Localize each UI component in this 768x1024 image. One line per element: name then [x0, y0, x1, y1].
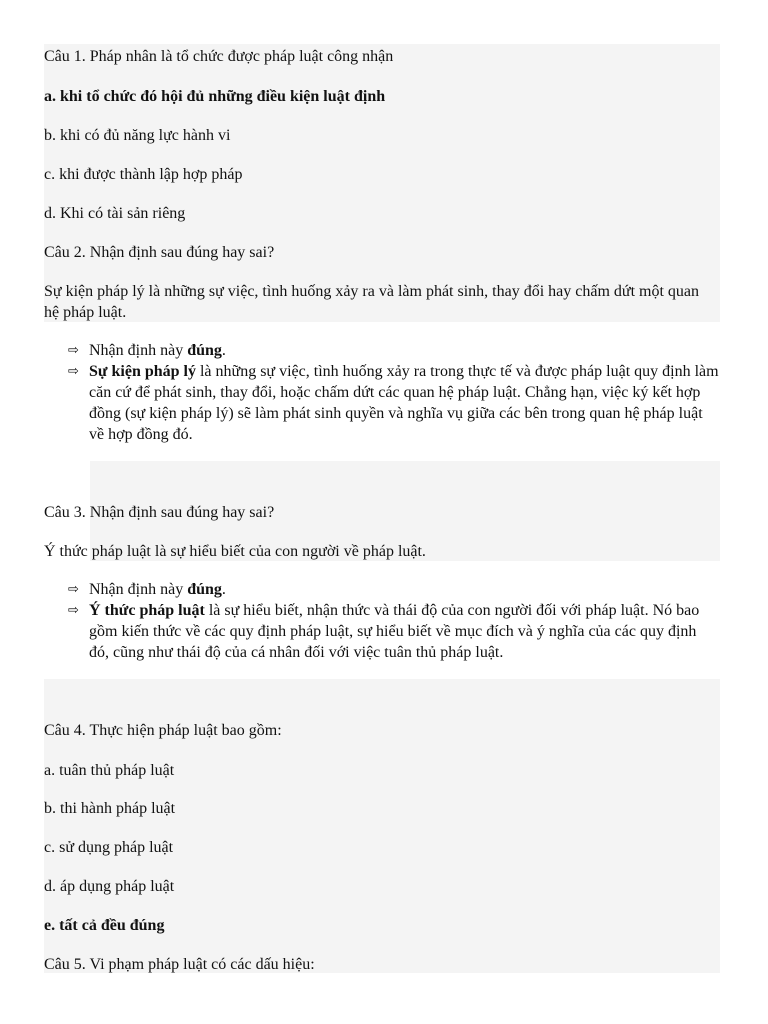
q4-option-d: d. áp dụng pháp luật: [44, 878, 175, 895]
q3-explanation: [68, 600, 720, 663]
arrow-outline-icon: ⇨: [68, 364, 79, 379]
q2-verdict: [68, 340, 720, 361]
q2-question: Câu 2. Nhận định sau đúng hay sai?: [44, 244, 275, 261]
q4-option-c: c. sử dụng pháp luật: [44, 839, 174, 856]
q4-option-e-correct: e. tất cả đều đúng: [44, 917, 165, 934]
q4-question: Câu 4. Thực hiện pháp luật bao gồm:: [44, 722, 282, 739]
q2-explanation-term: Sự kiện pháp lý: [89, 363, 196, 380]
q1-option-d: d. Khi có tài sản riêng: [44, 205, 186, 222]
q3-verdict-suffix: .: [221, 581, 226, 598]
q3-verdict-value: đúng: [187, 581, 222, 598]
q2-explanation-text: là những sự việc, tình huống xảy ra trong thực tế và được pháp luật quy định làm căn cứ để phát sinh, thay đổi, hoặc chấm dứt các quan hệ pháp luật. Chẳng hạn, việc ký kết hợp đồng (sự kiện pháp lý) sẽ làm phát sinh quyền và nghĩa vụ giữa các bên trong quan hệ pháp luật về hợp đồng đó.: [89, 363, 719, 443]
q3-answer-list: [68, 579, 720, 663]
q2-verdict-value: đúng: [187, 342, 222, 359]
q2-verdict-suffix: .: [221, 342, 226, 359]
q4-option-a: a. tuân thủ pháp luật: [44, 762, 175, 779]
arrow-outline-icon: ⇨: [68, 582, 79, 597]
q1-option-c: c. khi được thành lập hợp pháp: [44, 166, 243, 183]
q3-verdict: [68, 579, 720, 600]
q3-explanation-text: là sự hiểu biết, nhận thức và thái độ của con người đối với pháp luật. Nó bao gồm kiến thức về các quy định pháp luật, sự hiểu biết về mục đích và ý nghĩa của các quy định đó, cũng như thái độ của cá nhân đối với việc tuân thủ pháp luật.: [89, 602, 700, 661]
q3-statement: Ý thức pháp luật là sự hiểu biết của con người về pháp luật.: [44, 543, 426, 560]
q2-verdict-prefix: Nhận định này: [89, 342, 188, 359]
q2-statement: Sự kiện pháp lý là những sự việc, tình huống xảy ra và làm phát sinh, thay đổi hay chấm dứt một quan hệ pháp luật.: [44, 283, 700, 321]
q1-option-a-correct: a. khi tổ chức đó hội đủ những điều kiện luật định: [44, 88, 386, 105]
arrow-outline-icon: ⇨: [68, 343, 79, 358]
q3-verdict-prefix: Nhận định này: [89, 581, 188, 598]
q3-question: Câu 3. Nhận định sau đúng hay sai?: [44, 504, 275, 521]
q4-option-b: b. thi hành pháp luật: [44, 800, 176, 817]
q5-question: Câu 5. Vi phạm pháp luật có các dấu hiệu:: [44, 956, 315, 973]
arrow-outline-icon: ⇨: [68, 603, 79, 618]
q1-option-b: b. khi có đủ năng lực hành vi: [44, 127, 231, 144]
q2-answer-list: [68, 340, 720, 445]
q3-explanation-term: Ý thức pháp luật: [89, 602, 205, 619]
q2-explanation: [68, 361, 720, 445]
q1-question: Câu 1. Pháp nhân là tổ chức được pháp luật công nhận: [44, 48, 394, 65]
